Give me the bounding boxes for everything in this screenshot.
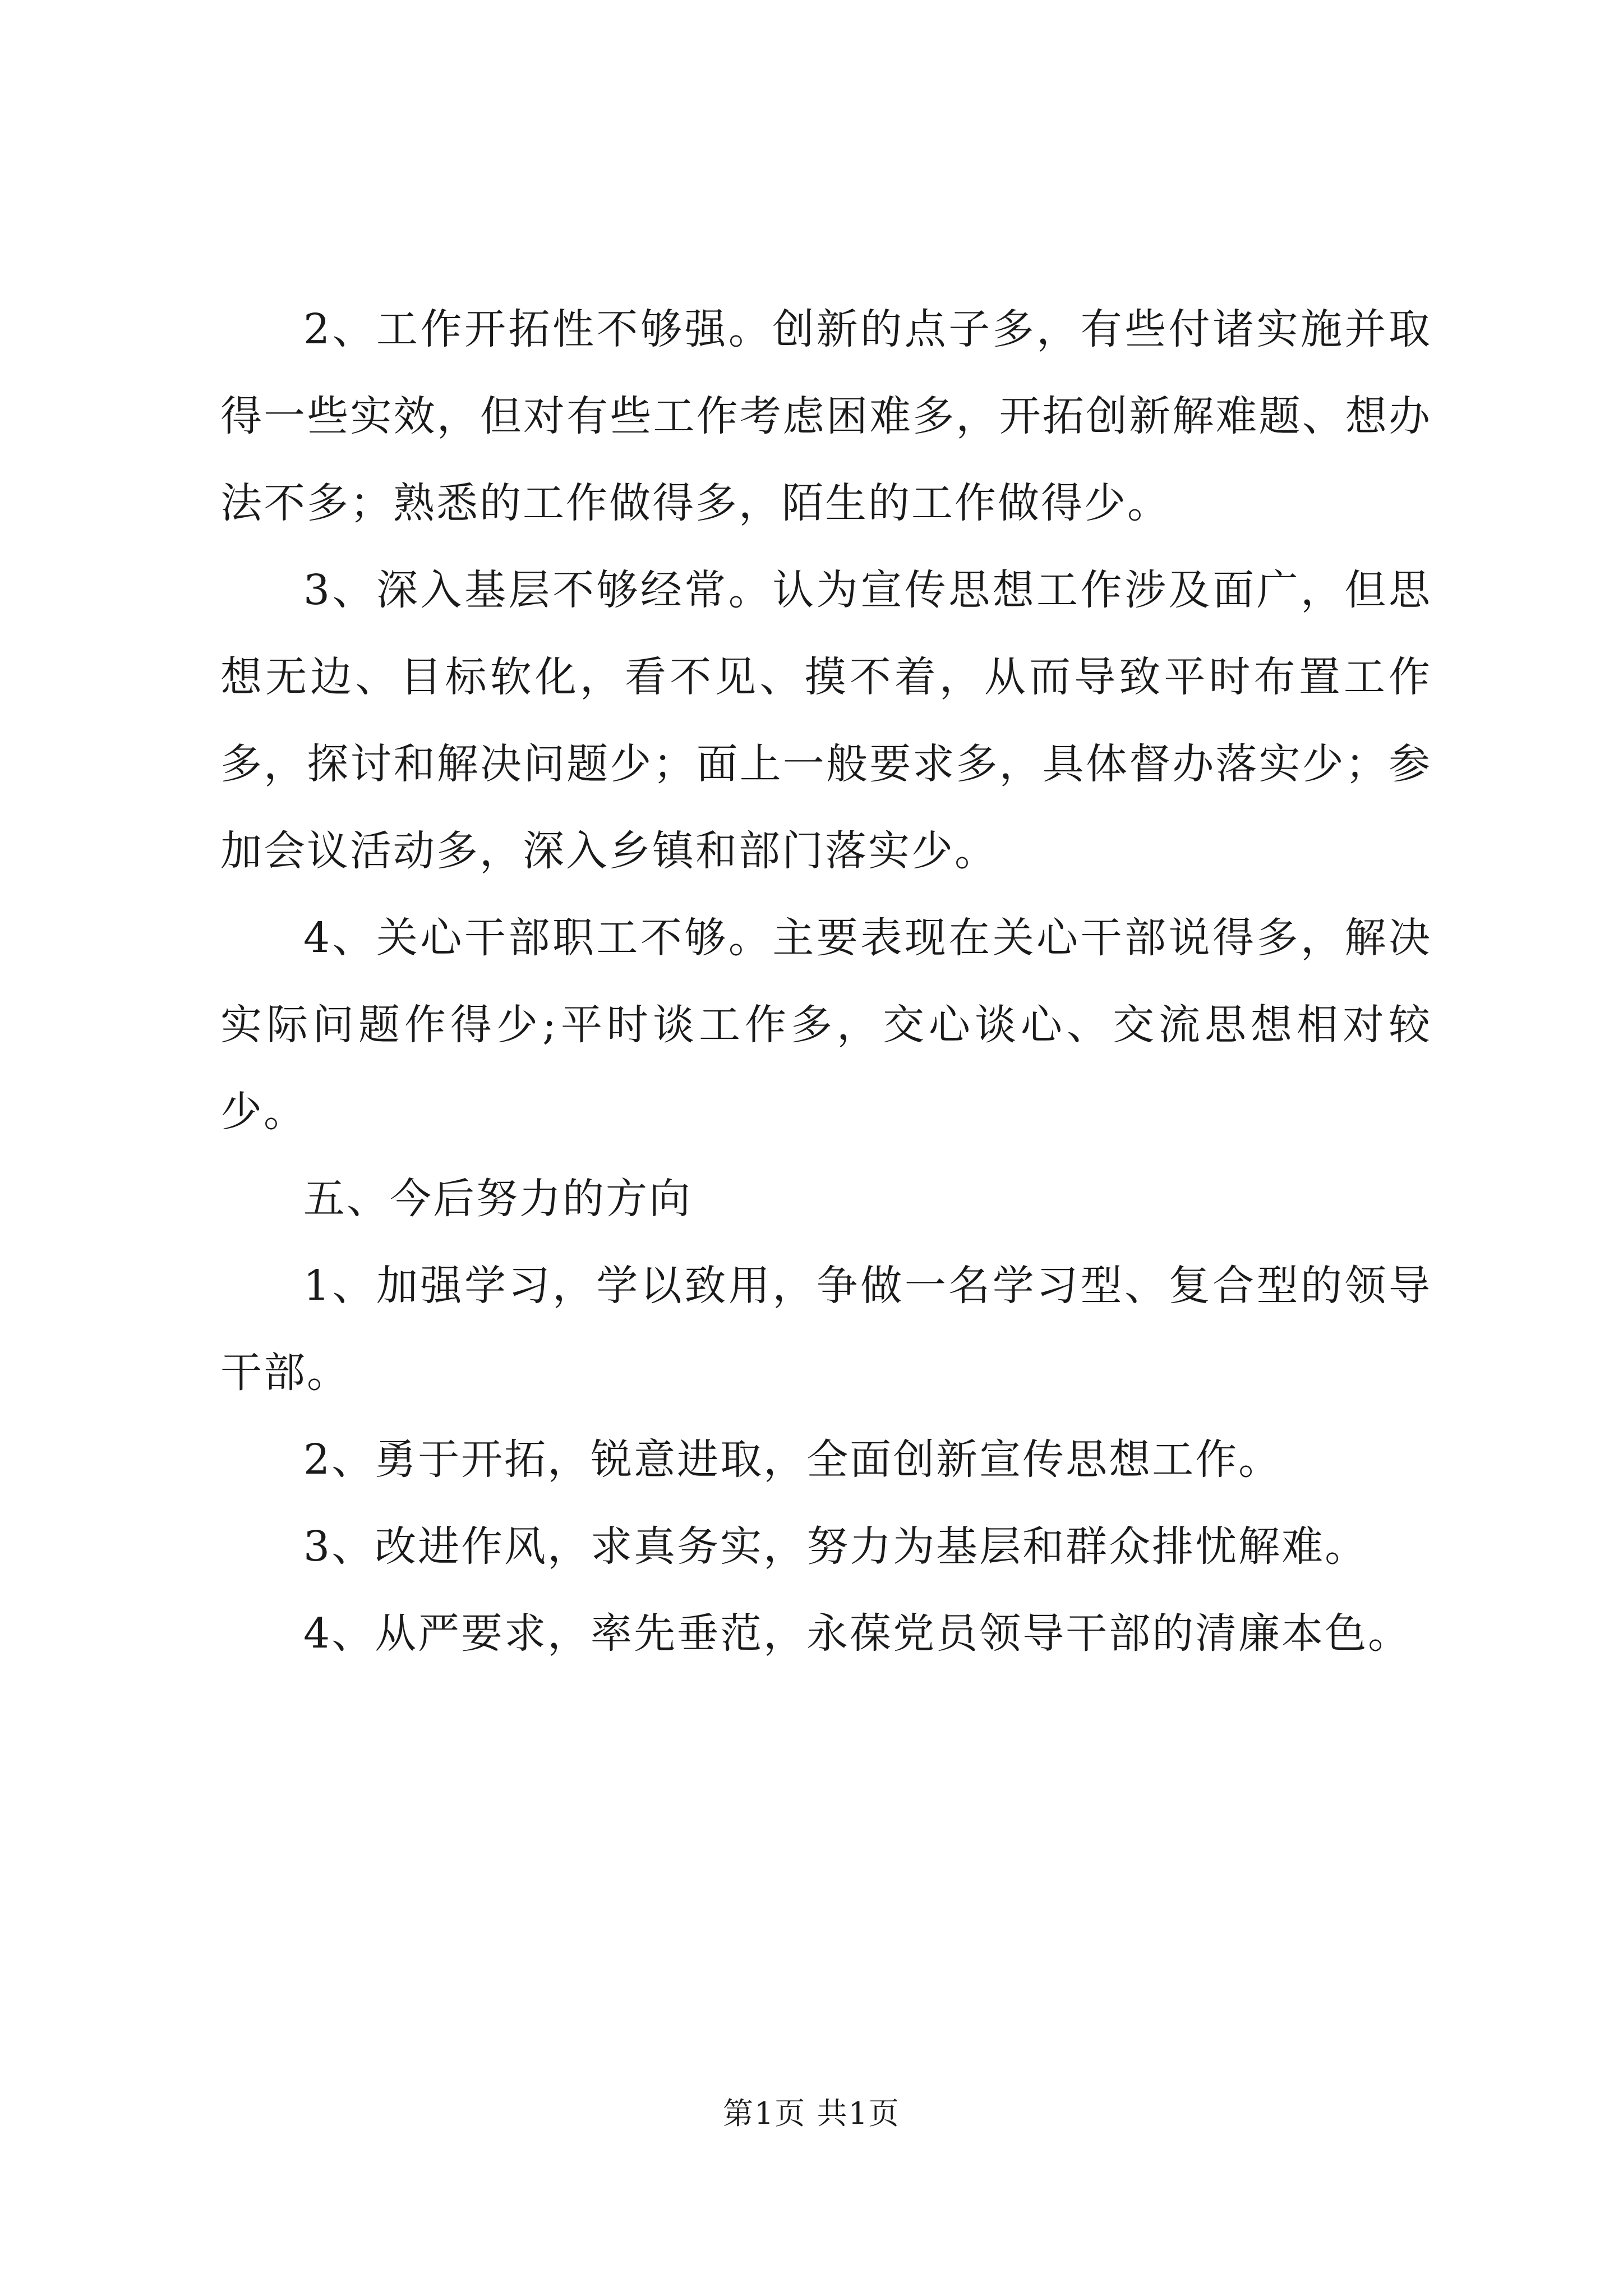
paragraph-direction-2: 2、勇于开拓，锐意进取，全面创新宣传思想工作。 — [303, 1435, 1282, 1484]
paragraph-issue-2: 2、工作开拓性不够强。创新的点子多，有些付诸实施并取得一些实效，但对有些工作考虑困难多，开拓创新解难题、想办法不多；熟悉的工作做得多，陌生的工作做得少。 — [220, 305, 1432, 527]
page-number-footer: 第1页 共1页 — [723, 2096, 900, 2131]
paragraph-direction-4: 4、从严要求，率先垂范，永葆党员领导干部的清廉本色。 — [303, 1609, 1412, 1658]
section-heading-future-direction: 五、今后努力的方向 — [303, 1175, 692, 1223]
paragraph-direction-3: 3、改进作风，求真务实，努力为基层和群众排忧解难。 — [303, 1522, 1368, 1571]
document-body — [220, 286, 1432, 1677]
paragraph-issue-3: 3、深入基层不够经常。认为宣传思想工作涉及面广，但思想无边、目标软化，看不见、摸不着，从而导致平时布置工作多，探讨和解决问题少；面上一般要求多，具体督办落实少；参加会议活动多，深入乡镇和部门落实少。 — [220, 566, 1432, 875]
paragraph-direction-1: 1、加强学习，学以致用，争做一名学习型、复合型的领导干部。 — [220, 1262, 1432, 1397]
paragraph-issue-4: 4、关心干部职工不够。主要表现在关心干部说得多，解决实际问题作得少;平时谈工作多，交心谈心、交流思想相对较少。 — [220, 914, 1432, 1136]
